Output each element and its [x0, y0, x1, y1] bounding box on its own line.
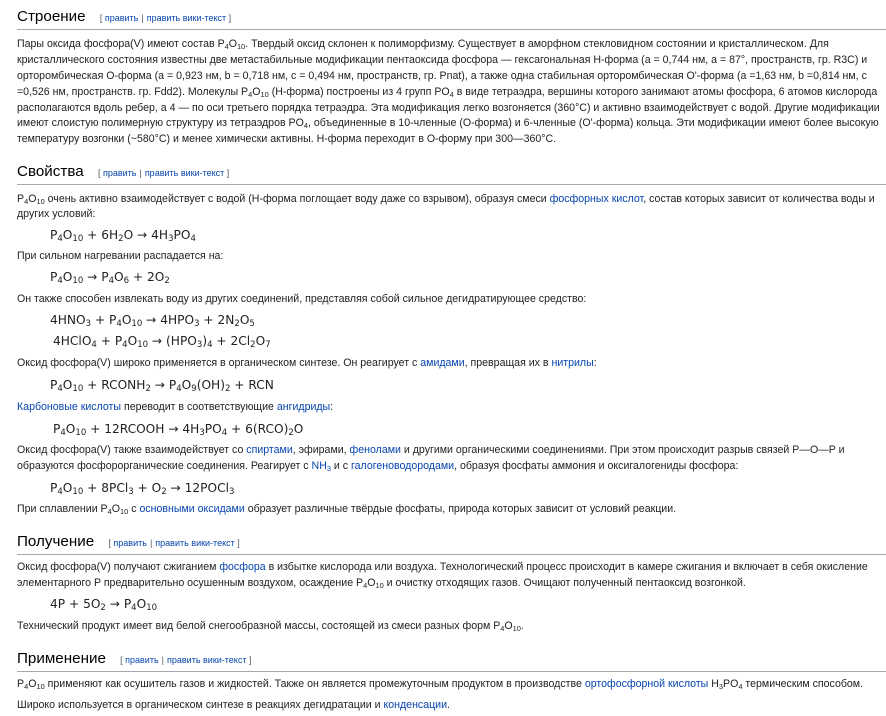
link-phosphorus[interactable]: фосфора: [219, 561, 266, 573]
formula: $P_4O_{10}$ + $RCONH_2 \to P_4O_9(OH)_2$ + RCN: [50, 378, 274, 394]
paragraph: Карбоновые кислоты переводит в соответствующие ангидриды:: [17, 401, 334, 413]
edit-source-link[interactable]: править вики-текст: [155, 538, 235, 548]
link-nitriles[interactable]: нитрилы: [551, 357, 594, 369]
link-basic-oxides[interactable]: основными оксидами: [139, 503, 245, 515]
formula: $4HNO_3 + P_4O_{10} \to 4HPO_3 + 2N_2O_5$: [50, 313, 255, 329]
formula: $P_4O_{10}$ + 12RCOOH → $4H_3PO_4 + 6(RCO)_2O$: [53, 422, 304, 438]
paragraph: располагаются вдоль ребер, а 4 — по оси третьего порядка тетраэдра. Эта модификация легко возгоняется (360°С) и активно взаимодействует с водой. Другие модификации: [17, 102, 880, 114]
link-anhydrides[interactable]: ангидриды: [276, 401, 331, 413]
edit-link[interactable]: править: [102, 168, 137, 178]
section-title: Применение: [17, 650, 106, 667]
formula: $P_4O_{10} + 8PCl_3 + O_2$ → 12POCl$_3$: [50, 481, 235, 497]
paragraph: Широко используется в органическом синтезе в реакциях дегидратации и конденсации.: [17, 699, 450, 711]
paragraph: других условий:: [17, 208, 96, 220]
paragraph: температуру возгонки (~580°С) и менее химически активны. H-форма переходит в O-форму при 300—360°С.: [17, 133, 557, 145]
edit-source-link[interactable]: править вики-текст: [146, 13, 227, 23]
formula: $P_4O_{10} + 6H_2O \to 4H_3PO_4$: [50, 228, 196, 244]
link-condensation[interactable]: конденсации: [383, 699, 448, 711]
link-alcohols[interactable]: спиртами: [246, 444, 293, 456]
edit-links: [ править | править вики-текст ]: [97, 168, 230, 178]
edit-links: [ править | править вики-текст ]: [108, 538, 240, 548]
paragraph: При сильном нагревании распадается на:: [17, 250, 224, 262]
paragraph: имеют слоистую полимерную структуру из тетраэдров $PO_4$, объединенные в 10-членные (O-форма) и 6-членные (O'-форма) кольца. Эти модификации имеют более высокую: [17, 117, 879, 130]
link-ammonia[interactable]: $NH_3$: [311, 460, 331, 473]
paragraph: Пары оксида фосфора(V) имеют состав $P_4O_{10}$. Твердый оксид склонен к полиморфизму. Существует в аморфном стеклови​дном состоянии и кристаллическом. Для: [17, 38, 829, 51]
paragraph: элементарного P предварительно осушенным воздухом, осаждение $P_4O_{10}$ и очистку отходящих газов. Очищают полученный пентаоксид возгонкой.: [17, 577, 746, 590]
paragraph: Оксид фосфора(V) также взаимодействует со спиртами, эфирами, фенолами и другими органическими соединениями. При этом происходит разрыв связей P—O—P и: [17, 444, 845, 456]
link-amides[interactable]: амидами: [420, 357, 465, 369]
paragraph: Технический продукт имеет вид белой снегообразной массы, состоящей из смеси разных форм $P_4O_{10}$.: [17, 620, 524, 633]
paragraph: Оксид фосфора(V) получают сжиганием фосфора в избытке кислорода или воздуха. Технологический процесс происходит в камере сжигания и включает в себя окисление: [17, 561, 868, 573]
edit-link[interactable]: править: [113, 538, 147, 548]
edit-source-link[interactable]: править вики-текст: [144, 168, 225, 178]
paragraph: Он также способен извлекать воду из других соединений, представляя собой сильное дегидратирующее средство:: [17, 293, 587, 305]
link-hydrogen-halides[interactable]: галогеноводородами: [351, 460, 455, 472]
paragraph: =0,526 нм, пространств. гр. Fdd2). Молекулы $P_4O_{10}$ (H-форма) построены из 4 групп $PO_4$ в виде тетраэдра, вершины которого занимают атомы фосфора, 6 атомов кислорода: [17, 86, 878, 99]
paragraph: орторомбическая O-форма (a = 0,923 нм, b = 0,718 нм, c = 0,494 нм, пространств, гр. Pnat), а также одна стабильная орторомбическая O'-форма (a =1,63 нм, b =0,814 нм, c: [17, 70, 867, 82]
section-title: Получение: [17, 533, 95, 550]
edit-link[interactable]: править: [104, 13, 139, 23]
paragraph: $P_4O_{10}$ применяют как осушитель газов и жидкостей. Также он является промежуточным продуктом в производстве ортофосфорной кислоты $H_3PO_4$ термическим способом.: [17, 678, 864, 691]
link-orthophosphoric-acid[interactable]: ортофосфорной кислоты: [584, 678, 709, 690]
section-heading-properties: [17, 163, 886, 185]
edit-links: [ править | править вики-текст ]: [120, 655, 252, 665]
formula: $P_4O_{10} \to P_4O_6 + 2O_2$: [50, 270, 170, 286]
paragraph: кристаллического состояния известны две метастабильные модификации пентаоксида фосфора — гексагональная H-форма (a = 0,744 нм, a = 87°, пространств, гр. R3C) и: [17, 54, 868, 66]
formula: $4P + 5O_2 \to P_4O_{10}$: [50, 597, 158, 613]
link-phenols[interactable]: фенолами: [349, 444, 401, 456]
edit-link[interactable]: править: [125, 655, 159, 665]
paragraph: Оксид фосфора(V) широко применяется в органическом синтезе. Он реагирует с амидами, превращая их в нитрилы:: [17, 357, 597, 369]
section-title: Строение: [17, 8, 86, 25]
link-carboxylic-acids[interactable]: Карбоновые кислоты: [17, 401, 122, 413]
link-phosphoric-acids[interactable]: фосфорных кислот: [549, 193, 644, 205]
section-heading-production: [17, 533, 886, 555]
section-title: Свойства: [17, 163, 84, 180]
edit-links: [ править | править вики-текст ]: [99, 13, 232, 23]
paragraph: образуются фосфорорганические соединения. Реагирует с $NH_3$ и с галогеноводородами, образуя фосфаты аммония и оксигалогениды фосфора:: [17, 460, 739, 473]
paragraph: При сплавлении $P_4O_{10}$ с основными оксидами образует различные твёрдые фосфаты, природа которых зависит от условий реакции.: [17, 503, 677, 516]
section-heading-structure: [17, 8, 886, 30]
paragraph: $P_4O_{10}$ очень активно взаимодействует с водой (H-форма поглощает воду даже со взрывом), образуя смеси фосфорных кислот, состав которых зависит от количества воды и: [17, 193, 875, 206]
formula: 4HClO$_4$ + $P_4O_{10} \to (HPO_3)_4 + 2Cl_2O_7$: [53, 334, 271, 350]
section-heading-application: [17, 650, 886, 672]
edit-source-link[interactable]: править вики-текст: [167, 655, 247, 665]
